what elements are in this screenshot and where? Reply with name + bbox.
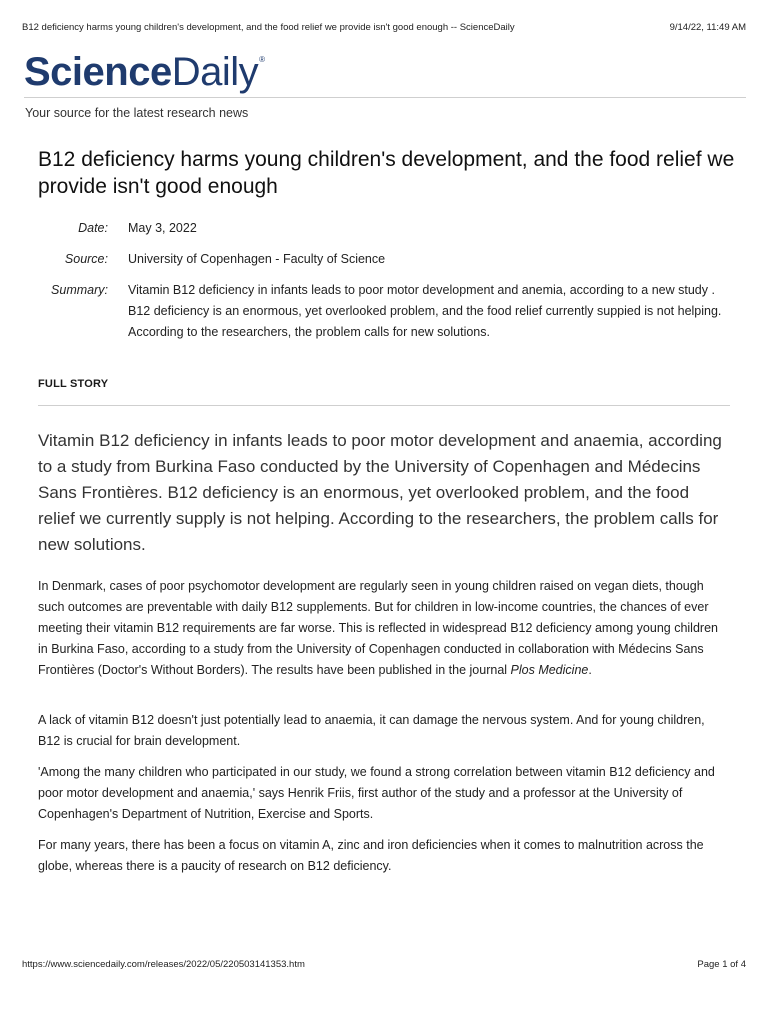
print-footer <box>22 959 746 970</box>
paragraph-end: . <box>588 663 592 677</box>
meta-value: University of Copenhagen - Faculty of Science <box>128 252 386 266</box>
story-divider <box>38 405 730 406</box>
meta-label: Summary: <box>51 283 108 297</box>
print-datetime: 9/14/22, 11:49 AM <box>669 22 746 33</box>
print-header <box>22 22 746 33</box>
meta-label: Source: <box>64 252 108 266</box>
meta-label: Date: <box>78 221 108 235</box>
article-title: B12 deficiency harms young children's development, and the food relief we provide isn't good enough <box>38 148 735 198</box>
logo-daily: Daily <box>171 50 259 94</box>
registered-mark: ® <box>259 55 265 64</box>
article-paragraph: A lack of vitamin B12 doesn't just potentially lead to anaemia, it can damage the nervous system. And for young children, B12 is crucial for brain development. <box>38 713 705 748</box>
logo-divider <box>24 97 746 98</box>
article-paragraph: 'Among the many children who participated in our study, we found a strong correlation between vitamin B12 deficiency and poor motor development and anaemia,' says Henrik Friis, first author of the study and a professor at the University of Copenhagen's Department of Nutrition, Exercise and Sports. <box>38 765 715 821</box>
article-paragraph: For many years, there has been a focus on vitamin A, zinc and iron deficiencies when it comes to malnutrition across the globe, whereas there is a paucity of research on B12 deficiency. <box>38 838 704 873</box>
page-number: Page 1 of 4 <box>697 959 746 970</box>
article-lead: Vitamin B12 deficiency in infants leads to poor motor development and anaemia, according to a study from Burkina Faso conducted by the University of Copenhagen and Médecins Sans Frontières. B12 deficiency is an enormous, yet overlooked problem, and the food relief we currently supply is not helping. According to the researchers, the problem calls for new solutions. <box>38 431 722 554</box>
site-tagline: Your source for the latest research news <box>25 106 249 120</box>
logo-science: Science <box>24 50 172 94</box>
print-page-title: B12 deficiency harms young children's development, and the food relief we provide isn't good enough -- ScienceDaily <box>22 22 515 33</box>
full-story-heading: FULL STORY <box>38 378 109 390</box>
print-url[interactable]: https://www.sciencedaily.com/releases/2022/05/220503141353.htm <box>22 959 305 970</box>
journal-name: Plos Medicine <box>510 663 589 677</box>
sciencedaily-logo[interactable] <box>24 52 265 92</box>
article-paragraph <box>38 576 730 681</box>
meta-value: Vitamin B12 deficiency in infants leads to poor motor development and anemia, according to a new study . B12 deficiency is an enormous, yet overlooked problem, and the food relief currently suppied is not helping. According to the researchers, the problem calls for new solutions. <box>128 283 722 339</box>
meta-value: May 3, 2022 <box>128 221 197 235</box>
paragraph-text: In Denmark, cases of poor psychomotor development are regularly seen in young children raised on vegan diets, though such outcomes are preventable with daily B12 supplements. But for children in low-income countries, the chances of ever meeting their vitamin B12 requirements are far worse. This is reflected in widespread B12 deficiency among young children in Burkina Faso, according to a study from the University of Copenhagen conducted in collaboration with Médecins Sans Frontières (Doctor's Without Borders). The results have been published in the journal <box>38 579 718 677</box>
